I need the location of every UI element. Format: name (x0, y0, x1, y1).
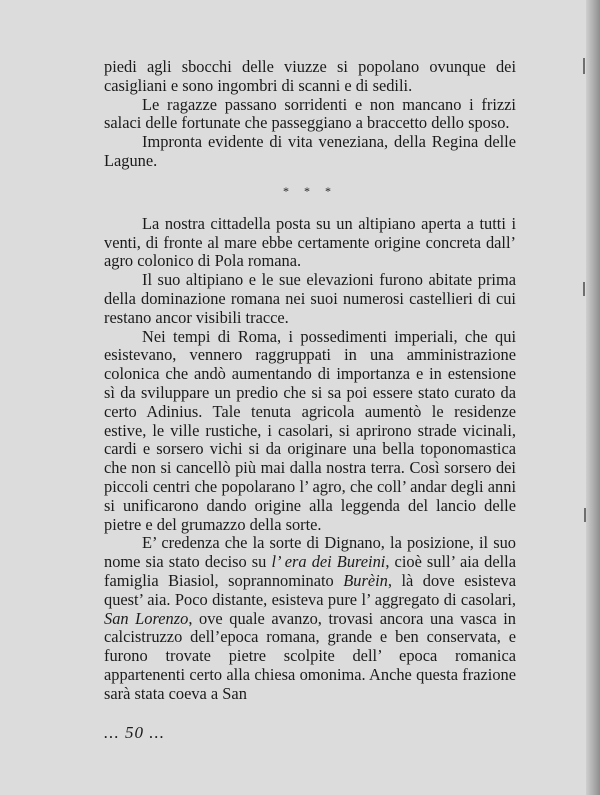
scan-mark (583, 282, 585, 296)
page-number: ... 50 ... (104, 723, 165, 742)
paragraph (104, 534, 516, 703)
paragraph: Il suo altipiano e le sue elevazioni furono abitate prima della dominazione romana nei suoi numerosi castellieri di cui restano ancor visibili tracce. (104, 270, 516, 327)
italic-text: Burèin (343, 570, 388, 590)
paragraph: Nei tempi di Roma, i possedimenti imperiali, che qui esistevano, vennero raggruppati in una amministrazione colonica che andò aumentando di importanza e in estensione sì da sviluppare un predio che si sa poi essere stato curato da certo Adinius. Tale tenuta agricola aumentò le residenze estive, le ville rustiche, i casolari, si aprirono strade vicinali, cardi e sorsero vichi si da originare una bella toponomastica che non si cancellò più mai dalla nostra terra. Così sorsero dei piccoli centri che popolarano l’ agro, che coll’ andar degli anni si unificarono dando origine alla leggenda del lancio delle pietre e del grumazzo della sorte. (104, 326, 516, 534)
text-run: , ove quale avanzo, trovasi ancora una vasca in calcistruzzo dell’epoca romana, grande e ben conservata, e furono trovate pietre scolpite dell’ epoca romanica appartenenti certo alla chiesa omonima. Anche questa frazione sarà stata coeva a San (104, 608, 516, 703)
scan-mark (584, 508, 586, 522)
paragraph: Le ragazze passano sorridenti e non mancano i frizzi salaci delle fortunate che passeggiano a braccetto dello sposo. (104, 94, 516, 133)
paragraph: piedi agli sbocchi delle viuzze si popolano ovunque dei casigliani e sono ingombri di scanni e di sedili. (104, 57, 516, 95)
text-run: , là dove esisteva quest’ aia. Poco distante, esisteva pure l’ aggregato di casolari, (104, 570, 516, 609)
text-run: E’ credenza che la sorte di Dignano, la posizione, il suo nome sia stato deciso su (104, 533, 516, 572)
text-run: , cioè sull’ aia della famiglia Biasiol, soprannominato (104, 552, 516, 590)
paragraph: La nostra cittadella posta su un altipiano aperta a tutti i venti, di fronte al mare ebbe certamente origine concreta dall’ agro colonico di Pola romana. (104, 213, 516, 271)
paragraph: Impronta evidente di vita veneziana, della Regina delle Lagune. (104, 132, 516, 170)
page-edge-shadow (586, 0, 600, 795)
section-separator: * * * (283, 183, 337, 198)
italic-text: l’ era dei Bureini (271, 552, 386, 572)
italic-text: San Lorenzo (104, 608, 189, 628)
scan-mark (583, 58, 585, 74)
body-text (104, 58, 516, 704)
